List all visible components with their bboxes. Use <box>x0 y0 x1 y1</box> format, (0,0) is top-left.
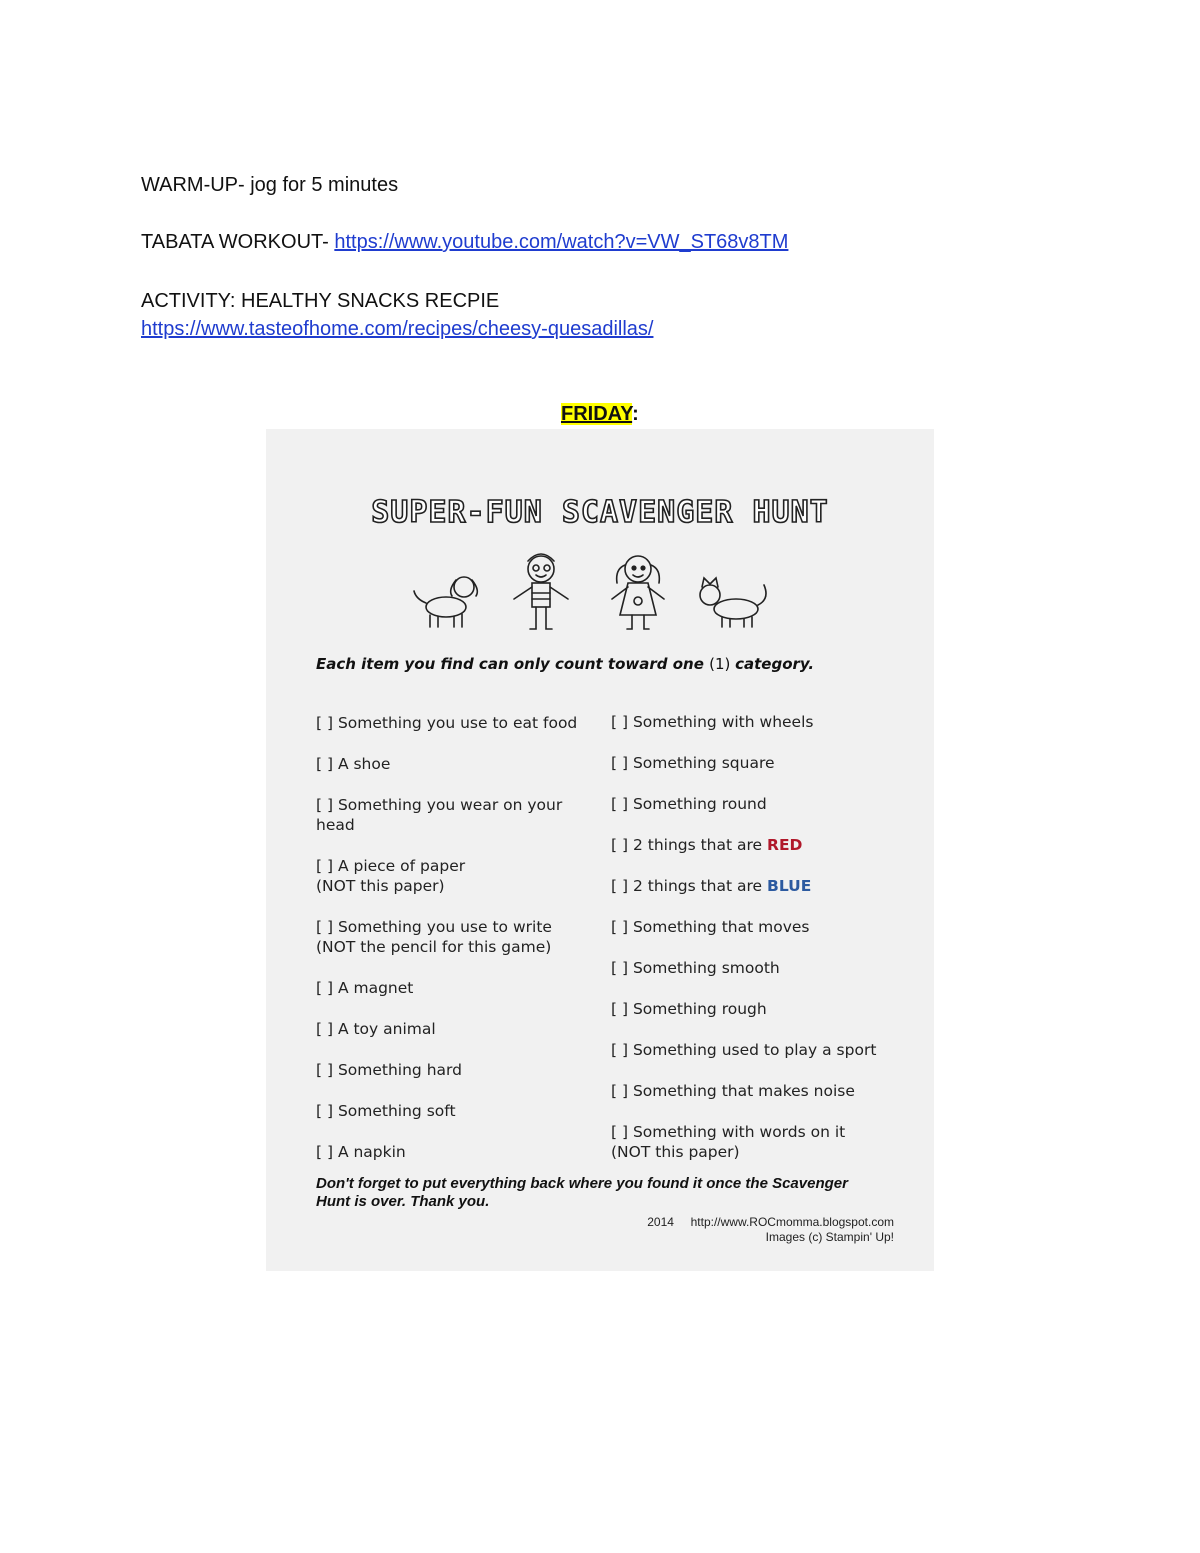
tabata-link[interactable]: https://www.youtube.com/watch?v=VW_ST68v8TM <box>334 231 789 253</box>
credit-line-2: Images (c) Stampin' Up! <box>765 1230 894 1244</box>
cat-icon <box>700 578 766 627</box>
list-item[interactable]: [ ] Something with words on it (NOT this paper) <box>611 1123 846 1161</box>
list-item[interactable]: [ ] A toy animal <box>316 1020 436 1038</box>
list-item[interactable]: [ ] A napkin <box>316 1143 406 1161</box>
list-item[interactable]: [ ] Something you use to eat food <box>316 714 578 732</box>
list-item[interactable]: [ ] Something square <box>611 754 775 772</box>
list-item[interactable]: [ ] A piece of paper (NOT this paper) <box>316 857 466 895</box>
tabata-label: TABATA WORKOUT- <box>141 231 335 253</box>
scavenger-hunt-sheet <box>266 429 934 1271</box>
list-item[interactable]: [ ] 2 things that are BLUE <box>611 877 812 895</box>
activity-line: ACTIVITY: HEALTHY SNACKS RECPIE <box>141 290 500 312</box>
list-item[interactable]: [ ] A magnet <box>316 979 414 997</box>
red-word: RED <box>767 836 803 854</box>
list-item[interactable]: [ ] Something you wear on your head <box>316 796 563 834</box>
blue-word: BLUE <box>767 877 812 895</box>
day-label: FRIDAY <box>561 403 633 425</box>
warmup-line: WARM-UP- jog for 5 minutes <box>141 174 399 196</box>
day-heading <box>561 403 639 426</box>
return-items-note: Don't forget to put everything back where you found it once the Scavenger Hunt is over. Thank you. <box>316 1175 848 1210</box>
stick-figures-illustration <box>406 547 786 637</box>
credit-line-1: 2014 http://www.ROCmomma.blogspot.com <box>647 1215 894 1229</box>
rule-part-b: (1) <box>709 655 736 673</box>
list-item[interactable]: [ ] Something rough <box>611 1000 767 1018</box>
rule-text <box>316 655 814 673</box>
list-item[interactable]: [ ] Something round <box>611 795 767 813</box>
list-item[interactable]: [ ] Something that makes noise <box>611 1082 855 1100</box>
sheet-title: SUPER-FUN SCAVENGER HUNT <box>371 495 829 530</box>
list-item[interactable]: [ ] 2 things that are RED <box>611 836 803 854</box>
list-item[interactable]: [ ] Something smooth <box>611 959 780 977</box>
activity-link[interactable]: https://www.tasteofhome.com/recipes/cheesy-quesadillas/ <box>141 318 654 340</box>
rule-part-a: Each item you find can only count toward one <box>316 655 710 673</box>
list-item[interactable]: [ ] Something hard <box>316 1061 462 1079</box>
list-item[interactable]: [ ] A shoe <box>316 755 391 773</box>
list-item[interactable]: [ ] Something that moves <box>611 918 810 936</box>
list-item[interactable]: [ ] Something soft <box>316 1102 456 1120</box>
tabata-line <box>141 231 788 254</box>
dog-icon <box>414 577 477 627</box>
list-item[interactable]: [ ] Something with wheels <box>611 713 814 731</box>
list-item[interactable]: [ ] Something used to play a sport <box>611 1041 877 1059</box>
rule-part-c: category. <box>735 655 815 673</box>
list-item[interactable]: [ ] Something you use to write (NOT the pencil for this game) <box>316 918 552 956</box>
day-colon: : <box>632 403 639 425</box>
credit-text <box>647 1215 894 1245</box>
girl-icon <box>612 556 664 629</box>
boy-icon <box>514 554 568 629</box>
